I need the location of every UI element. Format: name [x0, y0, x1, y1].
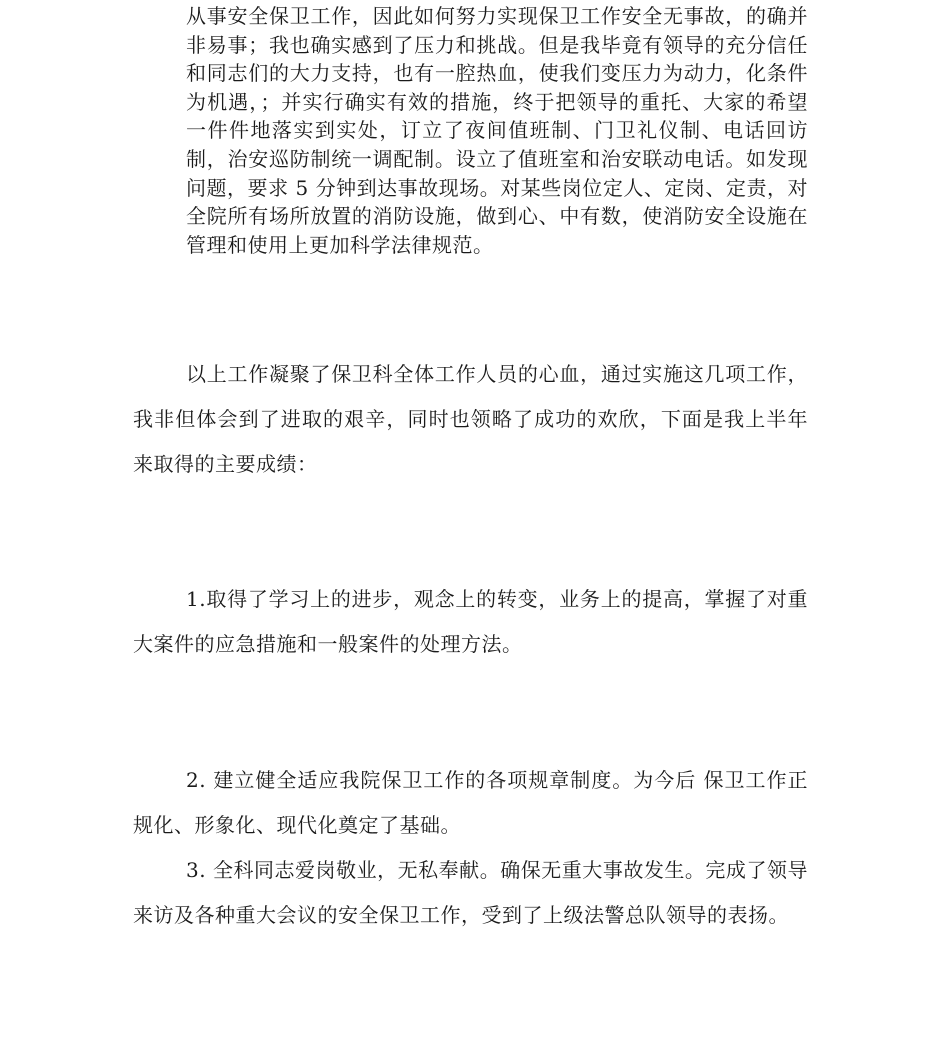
achievement-item-1: 1.取得了学习上的进步，观念上的转变，业务上的提高，掌握了对重大案件的应急措施和一般案件的处理方法。 — [133, 587, 808, 656]
achievement-item-2: 2. 建立健全适应我院保卫工作的各项规章制度。为今后 保卫工作正规化、形象化、现代化奠定了基础。 — [133, 768, 808, 837]
achievement-item-3: 3. 全科同志爱岗敬业，无私奉献。确保无重大事故发生。完成了领导来访及各种重大会议的安全保卫工作，受到了上级法警总队领导的表扬。 — [133, 858, 808, 927]
body-paragraph-1: 从事安全保卫工作，因此如何努力实现保卫工作安全无事故，的确并非易事；我也确实感到了压力和挑战。但是我毕竟有领导的充分信任和同志们的大力支持，也有一腔热血，使我们变压力为动力，化条件为机遇，；并实行确实有效的措施，终于把领导的重托、大家的希望一件件地落实到实处，订立了夜间值班制、门卫礼仪制、电话回访制，治安巡防制统一调配制。设立了值班室和治安联动电话。如发现问题，要求 5 分钟到达事故现场。对某些岗位定人、定岗、定责，对全院所有场所放置的消防设施，做到心、中有数，使消防安全设施在管理和使用上更加科学法律规范。 — [186, 4, 808, 257]
body-paragraph-2: 以上工作凝聚了保卫科全体工作人员的心血，通过实施这几项工作，我非但体会到了进取的艰辛，同时也领略了成功的欢欣，下面是我上半年来取得的主要成绩： — [133, 362, 808, 476]
